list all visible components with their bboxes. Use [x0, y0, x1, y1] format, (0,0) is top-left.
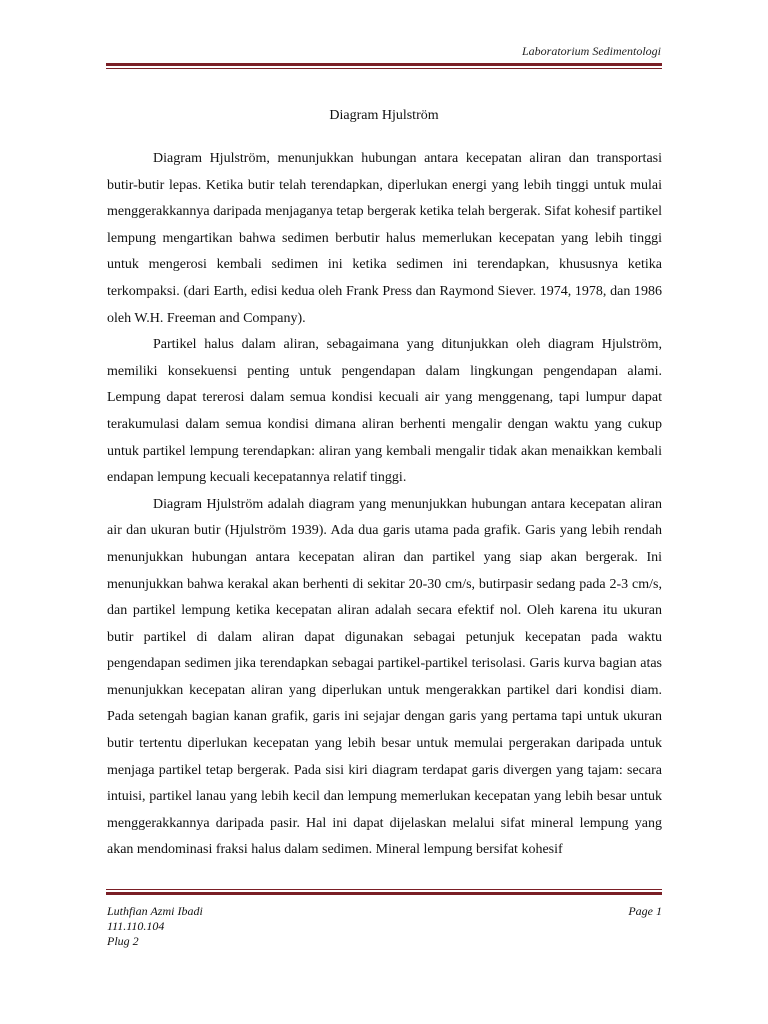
- header-rule-thick: [106, 63, 662, 66]
- footer-author: Luthfian Azmi Ibadi: [107, 904, 203, 918]
- footer-rule-thick: [106, 892, 662, 895]
- footer-student-id: 111.110.104: [107, 919, 165, 933]
- paragraph-3: Diagram Hjulström adalah diagram yang menunjukkan hubungan antara kecepatan aliran air dan ukuran butir (Hjulström 1939). Ada dua garis utama pada grafik. Garis yang lebih rendah menunjukkan hubungan antara kecepatan aliran dan partikel yang siap akan bergerak. Ini menunjukkan bahwa kerakal akan berhenti di sekitar 20-30 cm/s, butirpasir sedang pada 2-3 cm/s, dan partikel lempung ketika kecepatan aliran adalah secara efektif nol. Oleh karena itu ukuran butir partikel di dalam aliran dapat digunakan sebagai petunjuk kecepatan pada waktu pengendapan sedimen jika terendapkan sebagai partikel-partikel terisolasi. Garis kurva bagian atas menunjukkan kecepatan aliran yang diperlukan untuk mengerakkan partikel dari kondisi diam. Pada setengah bagian kanan grafik, garis ini sejajar dengan garis yang pertama tapi untuk ukuran butir tertentu diperlukan kecepatan yang lebih besar untuk memulai pergerakan daripada untuk menjaga partikel tetap bergerak. Pada sisi kiri diagram terdapat garis divergen yang tajam: secara intuisi, partikel lanau yang lebih kecil dan lempung memerlukan kecepatan yang lebih besar untuk menggerakkannya daripada pasir. Hal ini dapat dijelaskan melalui sifat mineral lempung yang akan mendominasi fraksi halus dalam sedimen. Mineral lempung bersifat kohesif: [107, 496, 662, 858]
- body-text: [107, 146, 662, 864]
- footer-rule-thin: [106, 889, 662, 890]
- paragraph-2: Partikel halus dalam aliran, sebagaimana yang ditunjukkan oleh diagram Hjulström, memiliki konsekuensi penting untuk pengendapan dalam lingkungan pengendapan alami. Lempung dapat tererosi dalam semua kondisi kecuali air yang menggenang, tapi lumpur dapat terakumulasi dalam semua kondisi dimana aliran berhenti mengalir dengan waktu yang cukup untuk partikel lempung terendapkan: aliran yang kembali mengalir tidak akan menaikkan kembali endapan lempung kecuali kecepatannya relatif tinggi.: [107, 337, 662, 486]
- running-header: Laboratorium Sedimentologi: [521, 44, 661, 58]
- paragraph-1: Diagram Hjulström, menunjukkan hubungan antara kecepatan aliran dan transportasi butir-butir lepas. Ketika butir telah terendapkan, diperlukan energi yang lebih tinggi untuk mulai menggerakkannya daripada menjaganya tetap bergerak ketika telah bergerak. Sifat kohesif partikel lempung mengartikan bahwa sedimen berbutir halus memerlukan kecepatan yang lebih tinggi untuk mengerosi kembali sedimen ini ketika sedimen ini terendapkan, khususnya ketika terkompaksi. (dari Earth, edisi kedua oleh Frank Press dan Raymond Siever. 1974, 1978, dan 1986 oleh W.H. Freeman and Company).: [107, 151, 662, 326]
- footer-author-block: [107, 904, 203, 949]
- header-rule-thin: [106, 68, 662, 69]
- footer-group: Plug 2: [107, 934, 139, 948]
- page-title: Diagram Hjulström: [329, 108, 439, 123]
- page-number: Page 1: [628, 904, 662, 918]
